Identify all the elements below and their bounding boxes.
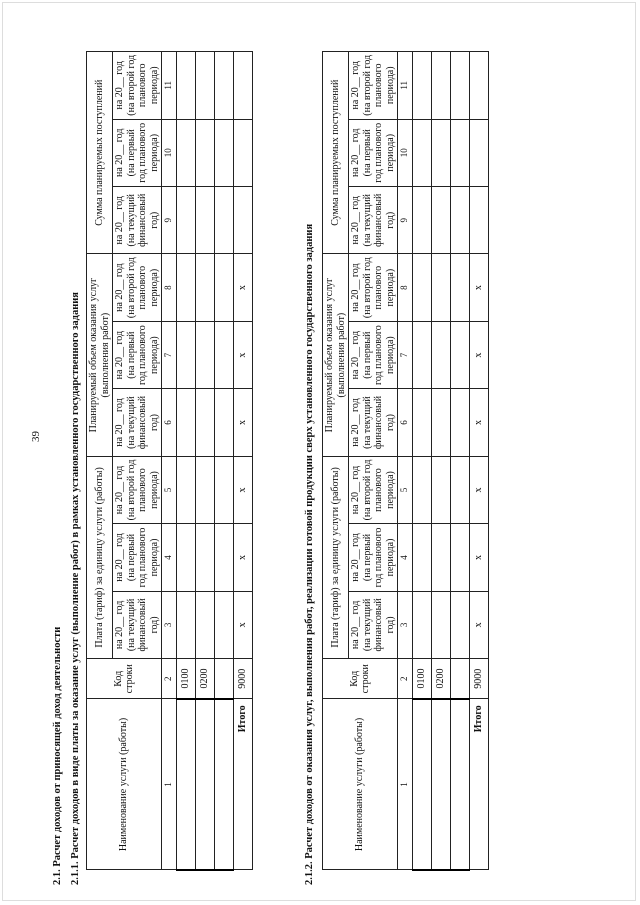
table-row xyxy=(177,52,196,871)
column-index: 7 xyxy=(398,321,413,388)
value-cell xyxy=(470,52,489,120)
column-index: 8 xyxy=(398,254,413,321)
column-index: 9 xyxy=(398,187,413,254)
row-code-cell xyxy=(451,659,470,699)
total-label: Итого xyxy=(234,699,253,870)
value-cell xyxy=(432,52,451,120)
column-index: 5 xyxy=(162,456,177,523)
table-row xyxy=(432,52,451,871)
income-table-state-assignment xyxy=(86,51,253,871)
table-row xyxy=(196,52,215,871)
value-cell xyxy=(432,119,451,186)
header-period-second: на 20__ год (на второй год планового периода) xyxy=(113,52,162,120)
header-period-first: на 20__ год (на первый год планового периода) xyxy=(349,119,398,186)
value-cell xyxy=(432,389,451,456)
header-period-first: на 20__ год (на первый год планового периода) xyxy=(349,321,398,388)
header-period-current: на 20__ год (на текущий финансовый год) xyxy=(113,187,162,254)
value-cell xyxy=(432,321,451,388)
value-cell xyxy=(196,524,215,591)
column-index: 1 xyxy=(162,699,177,870)
header-service-name: Наименование услуги (работы) xyxy=(87,699,162,870)
column-index: 2 xyxy=(398,659,413,699)
value-cell xyxy=(177,321,196,388)
value-cell xyxy=(413,591,432,658)
x-mark-cell: х xyxy=(470,254,489,321)
subsection-1-title: 2.1.1. Расчет доходов в виде платы за оказание услуг (выполнение работ) в рамках установленного государственного задания xyxy=(70,292,81,885)
value-cell xyxy=(413,456,432,523)
value-cell xyxy=(196,119,215,186)
header-period-second: на 20__ год (на второй год планового периода) xyxy=(113,456,162,523)
subsection-2-title: 2.1.2. Расчет доходов от оказания услуг, выполнения работ, реализации готовой продукции сверх установленного государственного задания xyxy=(304,223,315,885)
value-cell xyxy=(234,52,253,120)
column-index: 4 xyxy=(398,524,413,591)
x-mark-cell: х xyxy=(470,389,489,456)
column-index: 7 xyxy=(162,321,177,388)
row-code-cell xyxy=(215,659,234,699)
row-code-cell: 0100 xyxy=(177,659,196,699)
x-mark-cell: х xyxy=(234,524,253,591)
row-code-cell: 9000 xyxy=(234,659,253,699)
value-cell xyxy=(177,254,196,321)
value-cell xyxy=(451,456,470,523)
value-cell xyxy=(215,524,234,591)
x-mark-cell: х xyxy=(470,591,489,658)
x-mark-cell: х xyxy=(234,591,253,658)
header-volume-group: Планируемый объем оказания услуг (выполнения работ) xyxy=(323,254,349,456)
column-index: 11 xyxy=(398,52,413,120)
section-title: 2.1. Расчет доходов от приносящей доход деятельности xyxy=(52,626,63,885)
row-code-cell: 0200 xyxy=(196,659,215,699)
value-cell xyxy=(215,254,234,321)
header-sum-group: Сумма планируемых поступлений xyxy=(87,52,113,254)
value-cell xyxy=(451,187,470,254)
value-cell xyxy=(413,119,432,186)
header-row-code: Код строки xyxy=(87,659,162,699)
header-service-name: Наименование услуги (работы) xyxy=(323,699,398,870)
value-cell xyxy=(177,524,196,591)
total-row xyxy=(234,52,253,871)
value-cell xyxy=(451,119,470,186)
value-cell xyxy=(451,52,470,120)
value-cell xyxy=(413,524,432,591)
value-cell xyxy=(196,254,215,321)
value-cell xyxy=(432,456,451,523)
column-index: 6 xyxy=(162,389,177,456)
value-cell xyxy=(177,591,196,658)
header-period-second: на 20__ год (на второй год планового периода) xyxy=(349,52,398,120)
value-cell xyxy=(177,389,196,456)
header-volume-group: Планируемый объем оказания услуг (выполнения работ) xyxy=(87,254,113,456)
header-period-second: на 20__ год (на второй год планового периода) xyxy=(349,456,398,523)
service-name-cell xyxy=(196,699,215,870)
value-cell xyxy=(470,187,489,254)
value-cell xyxy=(196,52,215,120)
value-cell xyxy=(432,524,451,591)
x-mark-cell: х xyxy=(234,456,253,523)
value-cell xyxy=(177,119,196,186)
value-cell xyxy=(177,456,196,523)
header-period-current: на 20__ год (на текущий финансовый год) xyxy=(113,389,162,456)
column-index: 3 xyxy=(398,591,413,658)
total-row xyxy=(470,52,489,871)
row-code-cell: 9000 xyxy=(470,659,489,699)
column-index: 6 xyxy=(398,389,413,456)
service-name-cell xyxy=(451,699,470,870)
value-cell xyxy=(470,119,489,186)
header-row-code: Код строки xyxy=(323,659,398,699)
x-mark-cell: х xyxy=(470,456,489,523)
value-cell xyxy=(234,119,253,186)
value-cell xyxy=(215,119,234,186)
page-number: 39 xyxy=(30,431,42,442)
value-cell xyxy=(413,321,432,388)
value-cell xyxy=(215,321,234,388)
column-index: 8 xyxy=(162,254,177,321)
rotated-page-content xyxy=(40,45,640,885)
value-cell xyxy=(196,456,215,523)
value-cell xyxy=(196,389,215,456)
header-period-first: на 20__ год (на первый год планового периода) xyxy=(113,119,162,186)
service-name-cell xyxy=(215,699,234,870)
column-index: 9 xyxy=(162,187,177,254)
header-period-current: на 20__ год (на текущий финансовый год) xyxy=(349,389,398,456)
header-period-current: на 20__ год (на текущий финансовый год) xyxy=(113,591,162,658)
value-cell xyxy=(177,187,196,254)
total-label: Итого xyxy=(470,699,489,870)
value-cell xyxy=(413,52,432,120)
value-cell xyxy=(451,254,470,321)
row-code-cell: 0100 xyxy=(413,659,432,699)
value-cell xyxy=(215,52,234,120)
value-cell xyxy=(451,524,470,591)
value-cell xyxy=(451,321,470,388)
value-cell xyxy=(432,591,451,658)
value-cell xyxy=(196,321,215,388)
column-index: 4 xyxy=(162,524,177,591)
column-index: 11 xyxy=(162,52,177,120)
value-cell xyxy=(215,187,234,254)
value-cell xyxy=(432,254,451,321)
table-row xyxy=(413,52,432,871)
header-period-current: на 20__ год (на текущий финансовый год) xyxy=(349,591,398,658)
value-cell xyxy=(451,389,470,456)
value-cell xyxy=(215,456,234,523)
column-index: 2 xyxy=(162,659,177,699)
value-cell xyxy=(215,389,234,456)
x-mark-cell: х xyxy=(234,254,253,321)
header-period-first: на 20__ год (на первый год планового периода) xyxy=(113,321,162,388)
x-mark-cell: х xyxy=(470,524,489,591)
x-mark-cell: х xyxy=(470,321,489,388)
value-cell xyxy=(234,187,253,254)
column-index: 10 xyxy=(398,119,413,186)
table-row xyxy=(215,52,234,871)
service-name-cell xyxy=(432,699,451,870)
value-cell xyxy=(413,389,432,456)
header-price-group: Плата (тариф) за единицу услуги (работы) xyxy=(323,456,349,658)
value-cell xyxy=(451,591,470,658)
value-cell xyxy=(413,187,432,254)
x-mark-cell: х xyxy=(234,389,253,456)
value-cell xyxy=(215,591,234,658)
value-cell xyxy=(196,187,215,254)
service-name-cell xyxy=(413,699,432,870)
table-row xyxy=(451,52,470,871)
value-cell xyxy=(196,591,215,658)
value-cell xyxy=(413,254,432,321)
service-name-cell xyxy=(177,699,196,870)
header-sum-group: Сумма планируемых поступлений xyxy=(323,52,349,254)
x-mark-cell: х xyxy=(234,321,253,388)
value-cell xyxy=(432,187,451,254)
column-index: 3 xyxy=(162,591,177,658)
column-index: 10 xyxy=(162,119,177,186)
income-table-over-assignment xyxy=(322,51,489,871)
header-price-group: Плата (тариф) за единицу услуги (работы) xyxy=(87,456,113,658)
header-period-first: на 20__ год (на первый год планового периода) xyxy=(349,524,398,591)
header-period-second: на 20__ год (на второй год планового периода) xyxy=(113,254,162,321)
row-code-cell: 0200 xyxy=(432,659,451,699)
header-period-current: на 20__ год (на текущий финансовый год) xyxy=(349,187,398,254)
header-period-second: на 20__ год (на второй год планового периода) xyxy=(349,254,398,321)
header-period-first: на 20__ год (на первый год планового периода) xyxy=(113,524,162,591)
column-index: 1 xyxy=(398,699,413,870)
column-index: 5 xyxy=(398,456,413,523)
value-cell xyxy=(177,52,196,120)
